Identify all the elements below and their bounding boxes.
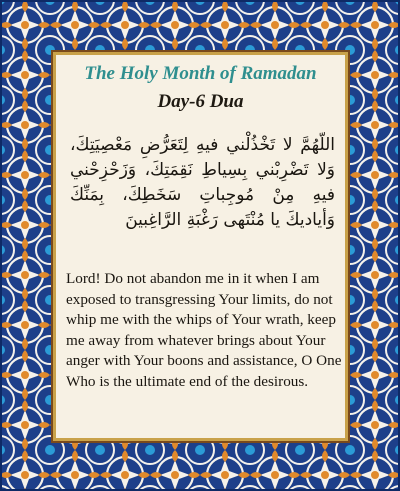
arabic-dua-text: اللّهُمَّ لا تَخْذُلْني فيهِ لِتَعَرُّضِ مَعْصِيَتِكَ، وَلا تَضْرِبْني بِسِياطِ نَقِمَتِكَ، وَزَحْزِحْني فيهِ مِنْ مُوجِباتِ سَخَطِكَ، بِمَنِّكَ وَأياديكَ يا مُنْتَهى رَغْبَةِ الرَّاغِبينَ xyxy=(70,135,335,230)
text-panel xyxy=(53,52,348,441)
day-subtitle: Day-6 Dua xyxy=(157,91,244,112)
page-title: The Holy Month of Ramadan xyxy=(84,63,317,84)
english-translation: Lord! Do not abandon me in it when I am exposed to transgressing Your limits, do not whip me with the whips of Your wrath, keep me away from whatever brings about Your anger with Your boons and assistance, O One Who is the ultimate end of the desirous. xyxy=(66,270,342,390)
